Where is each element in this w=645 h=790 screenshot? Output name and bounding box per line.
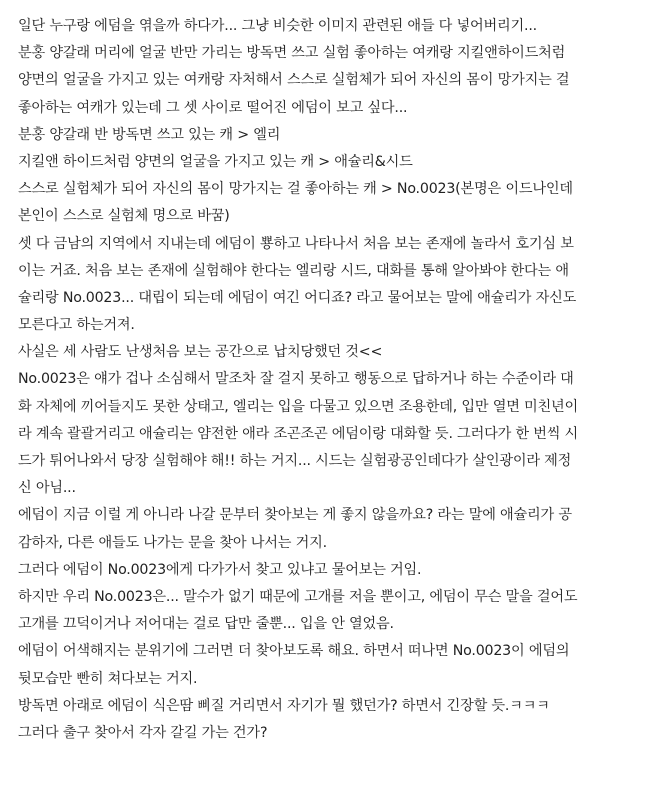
text-line: 분홍 양갈래 반 방독면 쓰고 있는 캐 > 엘리 xyxy=(18,126,281,143)
text-line: 분홍 양갈래 머리에 얼굴 반만 가리는 방독면 쓰고 실험 좋아하는 여캐랑 지킬앤하이드처럼 xyxy=(18,45,566,62)
text-line: 그러다 에덤이 No.0023에게 다가가서 찾고 있냐고 물어보는 거임. xyxy=(18,561,422,578)
text-line: 이는 거죠. 처음 보는 존재에 실험해야 한다는 엘리랑 시드, 대화를 통해 알아봐야 한다는 애 xyxy=(18,262,569,279)
text-line: 일단 누구랑 에덤을 엮을까 하다가... 그냥 비슷한 이미지 관련된 애들 다 넣어버리기... xyxy=(18,18,537,34)
text-line: 사실은 세 사람도 난생처음 보는 공간으로 납치당했던 것<< xyxy=(18,344,383,361)
text-line: 모른다고 하는거져. xyxy=(18,317,135,334)
text-line: 에덤이 어색해지는 분위기에 그러면 더 찾아보도록 해요. 하면서 떠나면 No.0023이 에덤의 xyxy=(18,643,570,660)
text-line: 스스로 실험체가 되어 자신의 몸이 망가지는 걸 좋아하는 캐 > No.0023(본명은 이드나인데 xyxy=(18,181,573,198)
text-line: 본인이 스스로 실험체 명으로 바꿈) xyxy=(18,208,230,225)
text-line: 화 자체에 끼어들지도 못한 상태고, 엘리는 입을 다물고 있으면 조용한데, 입만 열면 미친년이 xyxy=(18,398,579,415)
text-line: 뒷모습만 빤히 쳐다보는 거지. xyxy=(18,670,198,687)
text-line: 감하자, 다른 애들도 나가는 문을 찾아 나서는 거지. xyxy=(18,534,327,551)
text-line: 방독면 아래로 에덤이 식은땀 삐질 거리면서 자기가 뭘 했던가? 하면서 긴장할 듯.ㅋㅋㅋ xyxy=(18,697,550,714)
text-line: 하지만 우리 No.0023은... 말수가 없기 때문에 고개를 저을 뿐이고, 에덤이 무슨 말을 걸어도 xyxy=(18,588,578,605)
document-body xyxy=(18,13,632,747)
text-line: 양면의 얼굴을 가지고 있는 여캐랑 자처해서 스스로 실험체가 되어 자신의 몸이 망가지는 걸 xyxy=(18,72,570,89)
text-line: 그러다 출구 찾아서 각자 갈길 가는 건가? xyxy=(18,724,268,741)
text-line: 고개를 끄덕이거나 저어대는 걸로 답만 줄뿐... 입을 안 열었음. xyxy=(18,616,394,633)
text-line: 좋아하는 여캐가 있는데 그 셋 사이로 떨어진 에덤이 보고 싶다... xyxy=(18,99,408,116)
text-line: 슐리랑 No.0023... 대립이 되는데 에덤이 여긴 어디죠? 라고 물어보는 말에 애슐리가 자신도 xyxy=(18,289,577,306)
text-line: 드가 튀어나와서 당장 실험해야 해!! 하는 거지... 시드는 실험광공인데다가 살인광이라 제정 xyxy=(18,453,572,469)
text-line: 셋 다 금남의 지역에서 지내는데 에덤이 뿅하고 나타나서 처음 보는 존재에 놀라서 호기심 보 xyxy=(18,235,574,252)
text-line: No.0023은 얘가 겁나 소심해서 말조차 잘 걸지 못하고 행동으로 답하거나 하는 수준이라 대 xyxy=(18,371,574,388)
text-line: 신 아님... xyxy=(18,480,76,497)
text-line: 지킬앤 하이드처럼 양면의 얼굴을 가지고 있는 캐 > 애슐리&시드 xyxy=(18,153,413,170)
text-line: 라 계속 괄괄거리고 애슐리는 얌전한 애라 조곤조곤 에덤이랑 대화할 듯. 그러다가 한 번씩 시 xyxy=(18,425,579,442)
text-line: 에덤이 지금 이럴 게 아니라 나갈 문부터 찾아보는 게 좋지 않을까요? 라는 말에 애슐리가 공 xyxy=(18,507,572,524)
